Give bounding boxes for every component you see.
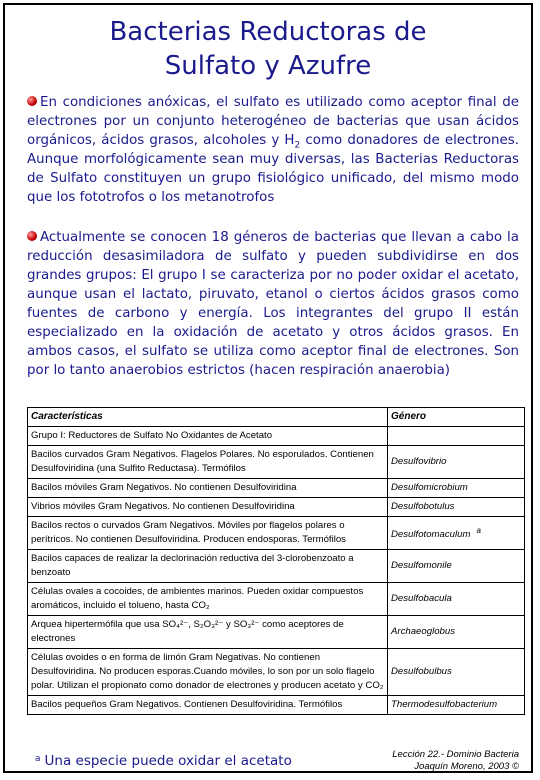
table-row [28,649,525,696]
characteristics-cell: Bacilos pequeños Gram Negativos. Contienen Desulfoviridina. Termófilos [28,696,388,715]
genera-table [27,407,525,715]
footnote [35,753,292,769]
genus-footnote-mark: a [476,525,481,535]
paragraph-anoxic [27,93,519,207]
bullet-icon [27,231,37,241]
table-row [28,583,525,616]
genus-name: Desulfovibrio [391,456,447,467]
title-line-2: Sulfato y Azufre [164,51,372,81]
genus-cell [388,696,525,715]
characteristics-cell: Bacilos móviles Gram Negativos. No contienen Desulfoviridina [28,479,388,498]
paragraph-genera [27,228,519,380]
bullet-icon [27,96,37,106]
genus-name: Archaeoglobus [391,626,456,637]
table-header-row [28,408,525,427]
genus-name: Desulfomonile [391,560,452,571]
genus-cell [388,498,525,517]
genus-name: Desulfobacula [391,593,452,604]
group-label: Grupo I: Reductores de Sulfato No Oxidantes de Acetato [28,427,388,446]
genus-name: Desulfotomaculum [391,529,471,541]
slide-title [5,15,531,83]
credit-line-2: Joaquín Moreno, 2003 © [414,761,519,772]
genus-cell [388,583,525,616]
table-row [28,517,525,550]
genus-cell [388,446,525,479]
header-characteristics: Características [28,408,388,427]
group-row [28,427,525,446]
characteristics-cell: Bacilos capaces de realizar la declorinación reductiva del 3-clorobenzoato a benzoato [28,550,388,583]
table-row [28,498,525,517]
h2-subscript: 2 [294,140,301,151]
group-empty-cell [388,427,525,446]
table-row [28,479,525,498]
table-row [28,550,525,583]
footnote-mark: a [35,754,41,764]
genus-cell [388,517,525,550]
characteristics-cell: Bacilos rectos o curvados Gram Negativos. Móviles por flagelos polares o perítricos. No contienen Desulfoviridina. Producen endosporas. Termófilos [28,517,388,550]
genus-name: Thermodesulfobacterium [391,699,498,710]
table-row [28,696,525,715]
table-row [28,616,525,649]
paragraph-1-text-a: En condiciones anóxicas, el sulfato es utilizado como aceptor final de electrones por un conjunto heterogéneo de bacterias que usan ácidos orgánicos, ácidos grasos, alcoholes y H [27,95,519,148]
genus-name: Desulfobotulus [391,501,455,512]
characteristics-cell: Arquea hipertermófila que usa SO₄²⁻, S₂O₃²⁻ y SO₃²⁻ como aceptores de electrones [28,616,388,649]
slide-frame [3,3,533,773]
genus-cell [388,479,525,498]
genus-cell [388,616,525,649]
characteristics-cell: Vibrios móviles Gram Negativos. No contienen Desulfoviridina [28,498,388,517]
paragraph-2-text: Actualmente se conocen 18 géneros de bacterias que llevan a cabo la reducción desasimiladora de sulfato y pueden subdividirse en dos grandes grupos: El grupo I se caracteriza por no poder oxidar el acetato, aunque usan el lactato, piruvato, etanol o ciertos ácidos grasos como fuentes de carbono y energía. Los integrantes del grupo II están especializado en la oxidación de acetato y otros ácidos grasos. En ambos casos, el sulfato se utiliza como aceptor final de electrones. Son por lo tanto anaerobios estrictos (hacen respiración anaerobia) [27,230,519,378]
genus-cell [388,550,525,583]
characteristics-cell: Bacilos curvados Gram Negativos. Flagelos Polares. No esporulados. Contienen Desulfoviridina (una Sulfito Reductasa). Termófilos [28,446,388,479]
footnote-text: Una especie puede oxidar el acetato [44,753,292,769]
genus-name: Desulfobulbus [391,666,452,677]
credit [392,749,519,773]
genus-cell [388,649,525,696]
title-line-1: Bacterias Reductoras de [109,17,427,47]
paragraph-1-text-b: como donadores de electrones. Aunque morfológicamente sean muy diversas, las Bacterias Reductoras de Sulfato constituyen un grupo fisiológico unificado, del mismo modo que los fototrofos o los metanotrofos [27,133,520,205]
credit-line-1: Lección 22.- Dominio Bacteria [392,749,519,760]
characteristics-cell: Células ovales a cocoides, de ambientes marinos. Pueden oxidar compuestos aromáticos, incluido el tolueno, hasta CO₂ [28,583,388,616]
table-row [28,446,525,479]
header-genus: Género [388,408,525,427]
genus-name: Desulfomicrobium [391,482,468,493]
characteristics-cell: Células ovoides o en forma de limón Gram Negativas. No contienen Desulfoviridina. No producen esporas.Cuando móviles, lo son por un solo flagelo polar. Utilizan el propionato como donador de electrones y producen acetato y CO₂ [28,649,388,696]
